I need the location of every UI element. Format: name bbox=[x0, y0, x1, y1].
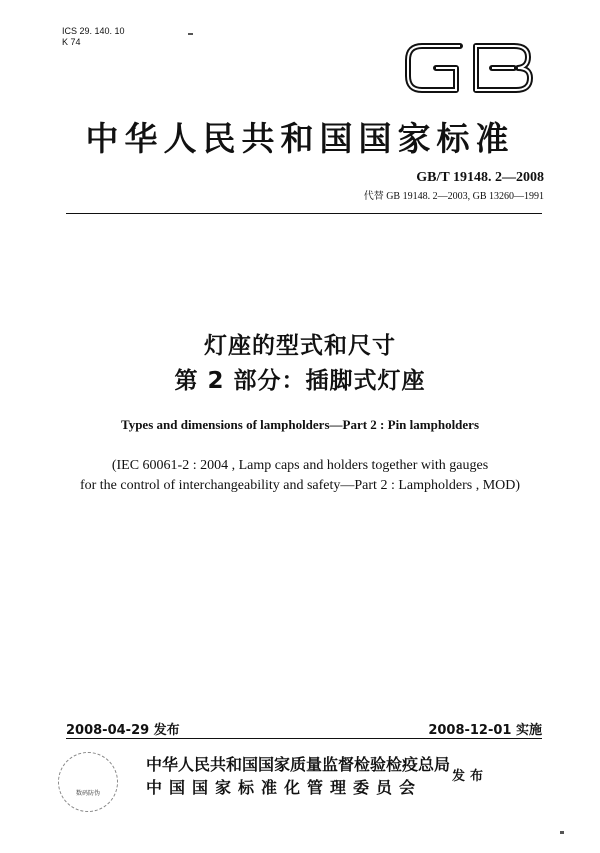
standard-number-block bbox=[364, 170, 544, 202]
gb-logo bbox=[400, 38, 540, 98]
header-divider bbox=[66, 213, 542, 214]
scan-speck bbox=[560, 831, 564, 834]
iec-reference-line1: (IEC 60061-2 : 2004 , Lamp caps and holders together with gauges bbox=[111, 458, 489, 473]
classification-codes bbox=[62, 26, 125, 48]
title-chinese-line2: 第 2 部分：插脚式灯座 bbox=[174, 368, 426, 394]
standard-number: GB/T 19148. 2—2008 bbox=[416, 170, 544, 185]
footer-divider bbox=[66, 738, 542, 739]
ccs-code: K 74 bbox=[62, 37, 81, 47]
iec-reference bbox=[0, 456, 600, 496]
title-english: Types and dimensions of lampholders—Part 2 : Pin lampholders bbox=[120, 417, 480, 432]
issuer-sac: 中国国家标准化管理委员会 bbox=[146, 778, 423, 797]
ics-code: ICS 29. 140. 10 bbox=[62, 26, 125, 36]
publish-label: 发布 bbox=[452, 769, 489, 784]
anti-counterfeit-seal bbox=[58, 752, 118, 812]
national-standard-title: 中华人民共和国国家标准 bbox=[85, 119, 515, 158]
seal-label: 数码防伪 bbox=[75, 790, 100, 797]
issue-date: 2008-04-29 发布 bbox=[66, 723, 180, 738]
implementation-date: 2008-12-01 实施 bbox=[428, 723, 542, 738]
scan-speck bbox=[188, 33, 193, 35]
issuer-aqsiq: 中华人民共和国国家质量监督检验检疫总局 bbox=[146, 755, 451, 774]
title-chinese-line1: 灯座的型式和尺寸 bbox=[204, 333, 396, 359]
iec-reference-line2: for the control of interchangeability and safety—Part 2 : Lampholders , MOD) bbox=[79, 478, 521, 493]
replaces-standards: 代替 GB 19148. 2—2003, GB 13260—1991 bbox=[363, 191, 544, 202]
